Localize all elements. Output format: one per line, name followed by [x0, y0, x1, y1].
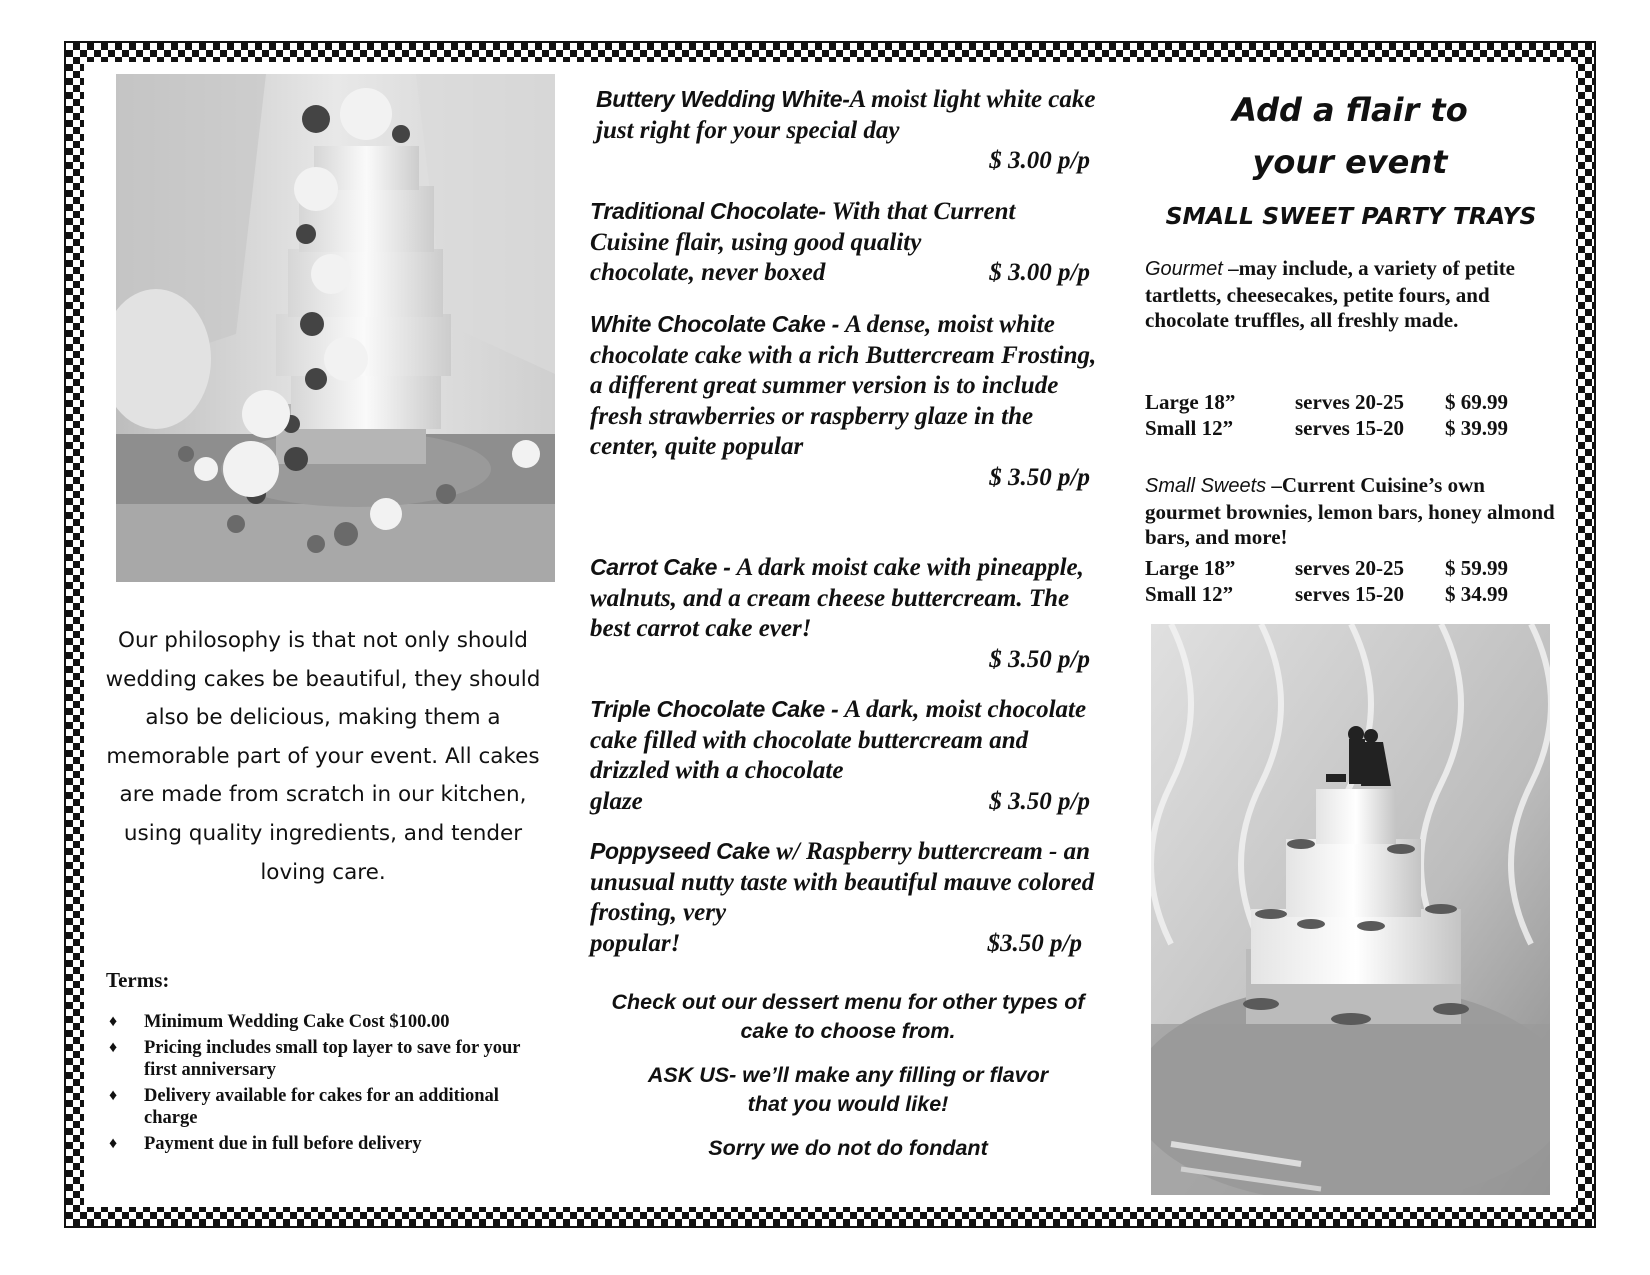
tray-size: Small 12” — [1145, 416, 1234, 440]
tray-serves: serves 20-25 — [1295, 390, 1405, 414]
terms-list — [106, 1011, 546, 1158]
cake-description: With that Current Cuisine flair, using good quality — [590, 198, 1016, 256]
wedding-cake-photo-right — [1151, 624, 1550, 1195]
terms-item-text: Delivery available for cakes for an additional charge — [144, 1085, 499, 1128]
tray-size: Large 18” — [1145, 556, 1236, 580]
dessert-menu-note: Check out our dessert menu for other types of cake to choose from. — [611, 990, 1085, 1043]
cake-price: $ 3.50 p/p — [989, 463, 1090, 491]
party-trays-heading: SMALL SWEET PARTY TRAYS — [1165, 202, 1537, 230]
tray-price: $ 69.99 — [1445, 390, 1508, 414]
ask-us-note: ASK US- we’ll make any filling or flavor that you would like! — [647, 1063, 1049, 1116]
tray-price: $ 59.99 — [1445, 556, 1508, 580]
cake-name: White Chocolate Cake - — [590, 311, 846, 337]
terms-item — [106, 1133, 546, 1156]
cake-item-white-chocolate — [590, 309, 1100, 493]
tray-name: Gourmet — [1145, 258, 1223, 280]
tray-size: Large 18” — [1145, 390, 1236, 414]
philosophy-paragraph: Our philosophy is that not only should wedding cakes be beautiful, they should also be delicious, making them a memorable part of your event. All cakes are made from scratch in our kitchen, using quality ingredients, and tender loving care. — [105, 628, 541, 885]
cake-price: $ 3.00 p/p — [989, 147, 1090, 174]
terms-item-text: Payment due in full before delivery — [144, 1133, 422, 1154]
diamond-bullet-icon: ♦ — [109, 1086, 118, 1104]
small-sweets-tray-description — [1145, 473, 1565, 551]
cake-item-buttery-wedding-white — [590, 84, 1100, 177]
cake-item-carrot — [590, 552, 1100, 675]
cake-description: A dense, moist white chocolate cake with a rich Buttercream Frosting, a different great summer version is to include fresh strawberries or raspberry glaze in the center, quite popular — [590, 311, 1097, 460]
flair-heading-line: Add a flair to — [1232, 91, 1468, 129]
terms-item-text: Pricing includes small top layer to save for your first anniversary — [144, 1037, 521, 1080]
cake-name: Triple Chocolate Cake - — [590, 696, 845, 722]
flair-heading — [1150, 84, 1550, 188]
diamond-bullet-icon: ♦ — [109, 1038, 118, 1056]
tray-serves: serves 15-20 — [1295, 416, 1405, 440]
tray-serves: serves 15-20 — [1295, 582, 1405, 606]
cake-price: $ 3.50 p/p — [989, 787, 1090, 815]
tray-price: $ 34.99 — [1445, 582, 1508, 606]
cake-name: Poppyseed Cake — [590, 838, 770, 864]
terms-heading: Terms: — [106, 968, 170, 992]
cake-description: A dark, moist chocolate cake filled with chocolate buttercream and drizzled with a chocolate — [590, 696, 1087, 784]
cake-item-poppyseed — [590, 836, 1100, 959]
cake-item-traditional-chocolate — [590, 196, 1100, 289]
flair-heading-line: your event — [1252, 143, 1448, 181]
cake-description: w/ Raspberry buttercream - an unusual nutty taste with beautiful mauve colored frosting, very — [590, 838, 1095, 926]
terms-item-text: Minimum Wedding Cake Cost $100.00 — [144, 1012, 450, 1032]
cake-name: Buttery Wedding White- — [596, 86, 850, 112]
cake-price: $ 3.00 p/p — [989, 259, 1090, 286]
terms-item — [106, 1037, 546, 1082]
cake-description-end: glaze — [590, 787, 643, 815]
cake-name: Carrot Cake - — [590, 554, 737, 580]
tray-serves: serves 20-25 — [1295, 556, 1405, 580]
tray-description: –may include, a variety of petite tartletts, cheesecakes, petite fours, and chocolate truffles, all freshly made. — [1145, 256, 1516, 332]
cake-price: $ 3.50 p/p — [989, 645, 1090, 673]
diamond-bullet-icon: ♦ — [109, 1134, 118, 1152]
cake-description-end: popular! — [590, 929, 681, 957]
tray-size: Small 12” — [1145, 582, 1234, 606]
terms-item — [106, 1085, 546, 1130]
fondant-note: Sorry we do not do fondant — [708, 1136, 988, 1160]
wedding-cake-photo-left — [116, 74, 555, 582]
tray-price: $ 39.99 — [1445, 416, 1508, 440]
terms-item — [106, 1011, 546, 1034]
cake-description-end: chocolate, never boxed — [590, 259, 826, 286]
tray-name: Small Sweets — [1145, 475, 1267, 497]
cake-name: Traditional Chocolate- — [590, 198, 826, 224]
diamond-bullet-icon: ♦ — [109, 1013, 118, 1030]
gourmet-tray-description — [1145, 256, 1565, 334]
cake-price: $3.50 p/p — [987, 929, 1082, 957]
tray-description: –Current Cuisine’s own gourmet brownies, lemon bars, honey almond bars, and more! — [1145, 473, 1555, 549]
cake-description: A moist light white cake just right for your special day — [596, 86, 1096, 144]
cake-description: A dark moist cake with pineapple, walnuts, and a cream cheese buttercream. The best carrot cake ever! — [590, 554, 1084, 642]
cake-item-triple-chocolate — [590, 694, 1100, 817]
